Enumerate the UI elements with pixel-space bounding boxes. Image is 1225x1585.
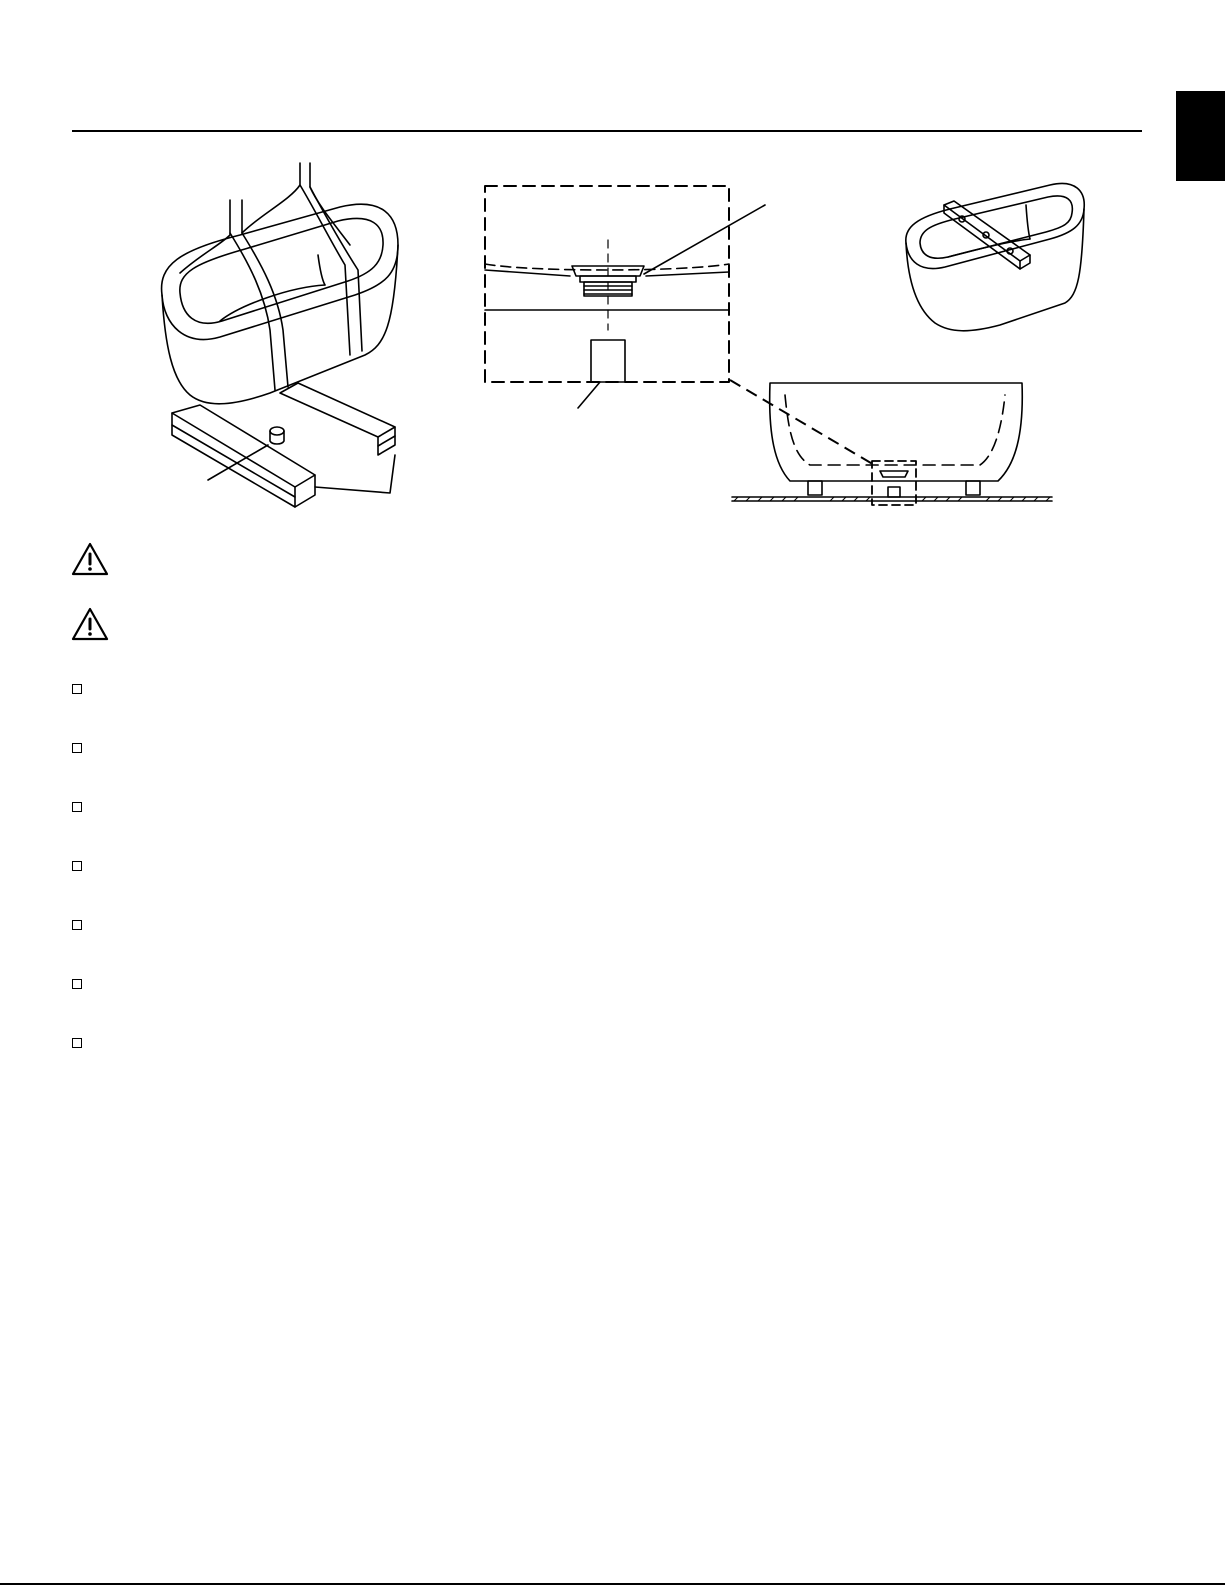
warning-triangle-icon — [70, 541, 110, 577]
checkbox-icon — [72, 1038, 82, 1048]
checkbox-icon — [72, 861, 82, 871]
header-rule — [72, 130, 1142, 132]
checkbox-icon — [72, 684, 82, 694]
tub-level-figure — [900, 175, 1095, 340]
checkbox-icon — [72, 979, 82, 989]
lifting-straps-figure — [150, 155, 420, 515]
checkbox-icon — [72, 743, 82, 753]
checkbox-icon — [72, 920, 82, 930]
language-tab — [1176, 91, 1225, 181]
tub-side-view-figure — [730, 375, 1060, 515]
drain-detail-figure — [480, 180, 740, 420]
checkbox-icon — [72, 802, 82, 812]
warning-triangle-icon — [70, 606, 110, 642]
